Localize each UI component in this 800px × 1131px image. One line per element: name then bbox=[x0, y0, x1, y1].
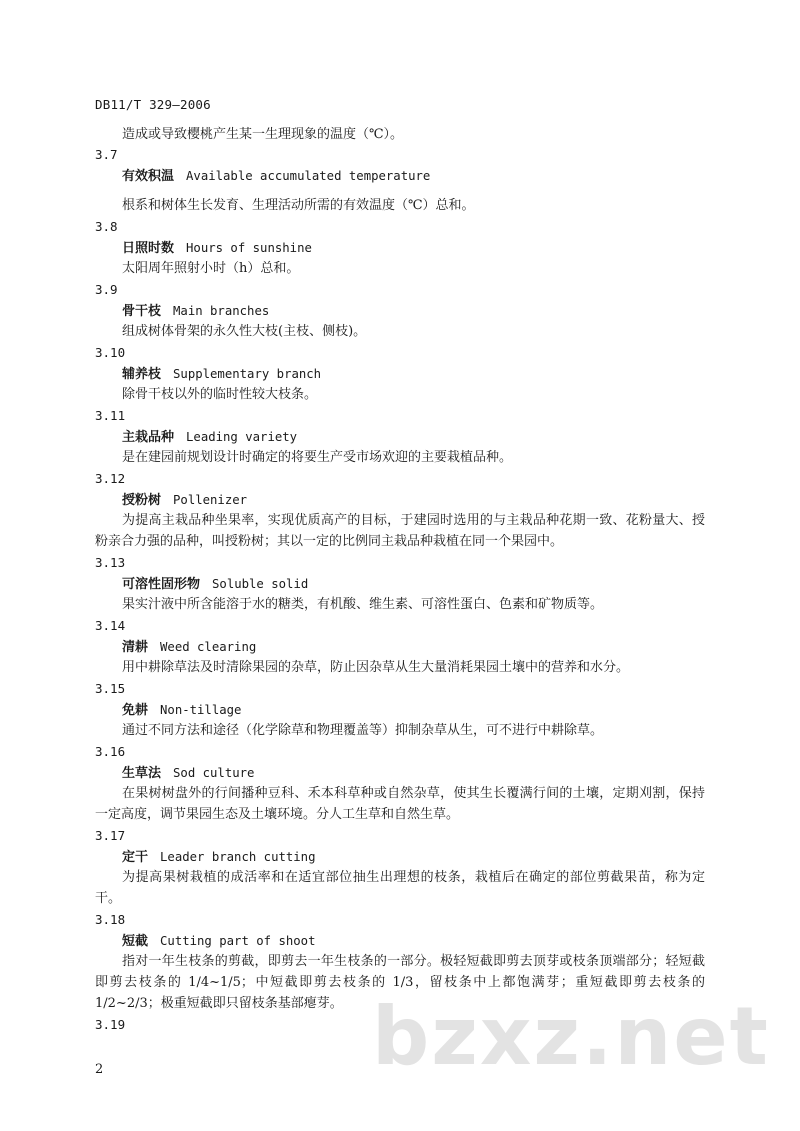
term-english: Pollenizer bbox=[173, 493, 248, 507]
watermark: bzxz.net bbox=[372, 990, 770, 1083]
term-entry bbox=[95, 216, 705, 279]
term-chinese: 可溶性固形物 bbox=[122, 577, 201, 592]
term-heading bbox=[95, 426, 705, 447]
term-entry bbox=[95, 342, 705, 405]
term-heading bbox=[95, 930, 705, 951]
term-chinese: 生草法 bbox=[122, 766, 162, 781]
term-entry bbox=[95, 405, 705, 468]
term-chinese: 授粉树 bbox=[122, 493, 162, 508]
term-heading bbox=[95, 762, 705, 783]
term-chinese: 辅养枝 bbox=[122, 367, 162, 382]
clause-number: 3.12 bbox=[95, 471, 126, 486]
term-heading bbox=[95, 237, 705, 258]
clause-number: 3.9 bbox=[95, 282, 118, 297]
clause-number: 3.10 bbox=[95, 345, 126, 360]
term-heading bbox=[95, 846, 705, 867]
term-heading bbox=[95, 699, 705, 720]
term-chinese: 主栽品种 bbox=[122, 430, 175, 445]
term-definition: 用中耕除草法及时清除果园的杂草，防止因杂草从生大量消耗果园土壤中的营养和水分。 bbox=[122, 660, 630, 675]
term-definition: 果实汁液中所含能溶于水的糖类，有机酸、维生素、可溶性蛋白、色素和矿物质等。 bbox=[122, 597, 604, 612]
term-entry bbox=[95, 144, 705, 216]
term-entry bbox=[95, 552, 705, 615]
term-chinese: 清耕 bbox=[122, 640, 149, 655]
term-english: Soluble solid bbox=[212, 577, 309, 591]
term-entry bbox=[95, 615, 705, 678]
term-definition: 指对一年生枝条的剪截，即剪去一年生枝条的一部分。极轻短截即剪去顶芽或枝条顶端部分；轻短截即剪去枝条的 1/4~1/5；中短截即剪去枝条的 1/3，留枝条中上都饱满芽；重短截即剪去枝条的1/2~2/3；极重短截即只留枝条基部瘪芽。 bbox=[95, 954, 705, 1011]
term-english: Leading variety bbox=[186, 430, 298, 444]
term-english: Non-tillage bbox=[160, 703, 242, 717]
term-english: Weed clearing bbox=[160, 640, 257, 654]
term-chinese: 日照时数 bbox=[122, 241, 175, 256]
term-entry bbox=[95, 825, 705, 909]
term-definition: 为提高果树栽植的成活率和在适宜部位抽生出理想的枝条，栽植后在确定的部位剪截果苗，称为定干。 bbox=[95, 870, 705, 906]
term-definition: 为提高主栽品种坐果率，实现优质高产的目标，于建园时选用的与主栽品种花期一致、花粉量大、授粉亲合力强的品种，叫授粉树；其以一定的比例同主栽品种栽植在同一个果园中。 bbox=[95, 513, 705, 549]
clause-number: 3.11 bbox=[95, 408, 126, 423]
term-heading bbox=[95, 636, 705, 657]
term-heading bbox=[95, 573, 705, 594]
clause-number: 3.17 bbox=[95, 828, 126, 843]
term-english: Sod culture bbox=[173, 766, 255, 780]
term-heading bbox=[95, 363, 705, 384]
clause-number: 3.18 bbox=[95, 912, 126, 927]
page-number: 2 bbox=[95, 1062, 104, 1077]
term-definition: 组成树体骨架的永久性大枝(主枝、侧枝)。 bbox=[122, 324, 367, 339]
term-entries bbox=[95, 144, 705, 1035]
term-entry bbox=[95, 741, 705, 825]
clause-number: 3.14 bbox=[95, 618, 126, 633]
term-english: Hours of sunshine bbox=[186, 241, 312, 255]
clause-number: 3.19 bbox=[95, 1017, 126, 1032]
term-chinese: 免耕 bbox=[122, 703, 149, 718]
term-english: Leader branch cutting bbox=[160, 850, 316, 864]
term-english: Supplementary branch bbox=[173, 367, 322, 381]
term-definition: 除骨干枝以外的临时性较大枝条。 bbox=[122, 387, 318, 402]
clause-number: 3.15 bbox=[95, 681, 126, 696]
term-chinese: 骨干枝 bbox=[122, 304, 162, 319]
clause-number: 3.7 bbox=[95, 147, 118, 162]
term-entry bbox=[95, 468, 705, 552]
standard-code: DB11/T 329—2006 bbox=[95, 97, 211, 112]
clause-number: 3.13 bbox=[95, 555, 126, 570]
term-definition: 是在建园前规划设计时确定的将要生产受市场欢迎的主要栽植品种。 bbox=[122, 450, 513, 465]
term-entry bbox=[95, 279, 705, 342]
term-heading bbox=[95, 165, 705, 186]
term-definition: 通过不同方法和途径（化学除草和物理覆盖等）抑制杂草从生，可不进行中耕除草。 bbox=[122, 723, 604, 738]
intro-text: 造成或导致樱桃产生某一生理现象的温度（℃）。 bbox=[122, 127, 404, 142]
term-heading bbox=[95, 489, 705, 510]
term-heading bbox=[95, 300, 705, 321]
term-definition: 在果树树盘外的行间播种豆科、禾本科草种或自然杂草，使其生长覆满行间的土壤，定期刈割，保持一定高度，调节果园生态及土壤环境。分人工生草和自然生草。 bbox=[95, 786, 705, 822]
term-chinese: 短截 bbox=[122, 934, 149, 949]
clause-number: 3.16 bbox=[95, 744, 126, 759]
term-definition: 太阳周年照射小时（h）总和。 bbox=[122, 261, 300, 276]
term-english: Main branches bbox=[173, 304, 270, 318]
clause-number: 3.8 bbox=[95, 219, 118, 234]
term-english: Cutting part of shoot bbox=[160, 934, 316, 948]
term-chinese: 定干 bbox=[122, 850, 149, 865]
term-entry bbox=[95, 678, 705, 741]
term-chinese: 有效积温 bbox=[122, 169, 175, 184]
term-definition: 根系和树体生长发育、生理活动所需的有效温度（℃）总和。 bbox=[122, 198, 475, 213]
term-english: Available accumulated temperature bbox=[186, 169, 431, 183]
